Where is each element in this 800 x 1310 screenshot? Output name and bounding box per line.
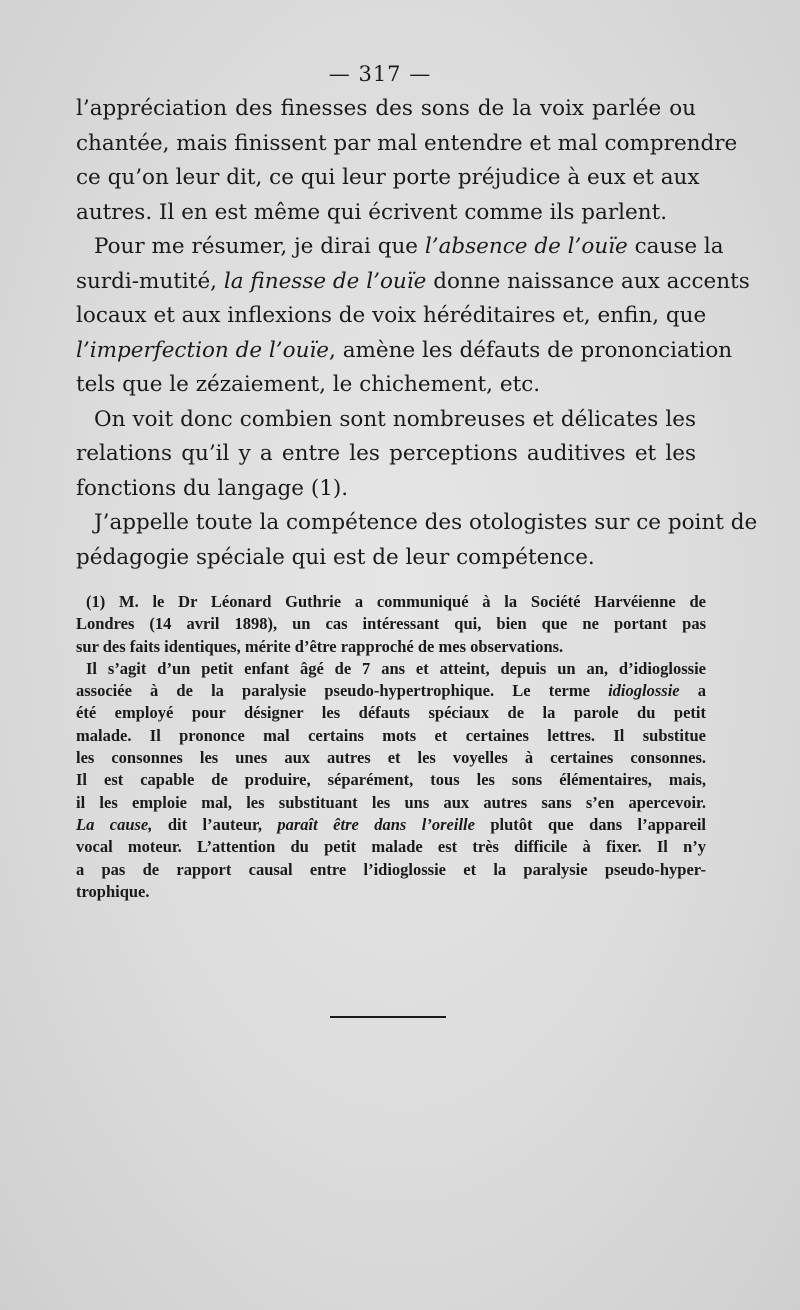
main-text bbox=[76, 92, 758, 575]
footnote-line: Il s’agit d’un petit enfant âgé de 7 ans et atteint, depuis un an, d’idioglossie bbox=[86, 658, 706, 678]
text-line: surdi-mutité, la finesse de l’ouïe donne naissance aux accents bbox=[76, 268, 750, 294]
text-line: autres. Il en est même qui écrivent comme ils parlent. bbox=[76, 199, 668, 225]
footnote-line: sur des faits identiques, mérite d’être rapproché de mes observations. bbox=[76, 636, 564, 656]
footnote-line: associée à de la paralysie pseudo-hypertrophique. Le terme idioglossie a bbox=[76, 681, 706, 701]
text-line: chantée, mais finissent par mal entendre et mal comprendre bbox=[76, 130, 738, 156]
text-line: l’imperfection de l’ouïe, amène les défauts de prononciation bbox=[76, 337, 733, 363]
text-line: l’appréciation des finesses des sons de la voix parlée ou bbox=[76, 96, 696, 121]
footnote bbox=[76, 591, 706, 903]
text-line: relations qu’il y a entre les perceptions auditives et les bbox=[76, 441, 696, 466]
text-line: J’appelle toute la compétence des otologistes sur ce point de bbox=[94, 510, 758, 535]
footnote-line: malade. Il prononce mal certains mots et certaines lettres. Il substitue bbox=[76, 725, 706, 745]
text-line: On voit donc combien sont nombreuses et délicates les bbox=[94, 406, 696, 432]
footnote-line: (1) M. le Dr Léonard Guthrie a communiqué à la Société Harvéienne de bbox=[86, 592, 706, 611]
footnote-reference-line: fonctions du langage (1). bbox=[76, 475, 349, 501]
section-divider bbox=[330, 1016, 446, 1018]
text-line: pédagogie spéciale qui est de leur compétence. bbox=[76, 544, 595, 570]
page-number: — 317 — bbox=[328, 62, 432, 86]
text-line: Pour me résumer, je dirai que l’absence de l’ouïe cause la bbox=[94, 234, 724, 259]
text-line: locaux et aux inflexions de voix héréditaires et, enfin, que bbox=[76, 303, 707, 328]
footnote-line: été employé pour désigner les défauts spéciaux de la parole du petit bbox=[76, 703, 706, 723]
footnote-line: Londres (14 avril 1898), un cas intéressant qui, bien que ne portant pas bbox=[76, 614, 706, 634]
footnote-line: Il est capable de produire, séparément, tous les sons élémentaires, mais, bbox=[76, 770, 706, 790]
text-line: tels que le zézaiement, le chichement, etc. bbox=[76, 372, 541, 397]
footnote-line: a pas de rapport causal entre l’idioglossie et la paralysie pseudo-hyper- bbox=[76, 859, 706, 879]
footnote-line: trophique. bbox=[76, 881, 150, 901]
footnote-line: il les emploie mal, les substituant les uns aux autres sans s’en apercevoir. bbox=[76, 792, 706, 812]
footnote-line: les consonnes les unes aux autres et les voyelles à certaines consonnes. bbox=[76, 748, 706, 768]
footnote-line: vocal moteur. L’attention du petit malade est très difficile à fixer. Il n’y bbox=[76, 837, 706, 857]
text-line: ce qu’on leur dit, ce qui leur porte préjudice à eux et aux bbox=[76, 165, 700, 190]
footnote-line: La cause, dit l’auteur, paraît être dans l’oreille plutôt que dans l’appareil bbox=[76, 814, 706, 834]
